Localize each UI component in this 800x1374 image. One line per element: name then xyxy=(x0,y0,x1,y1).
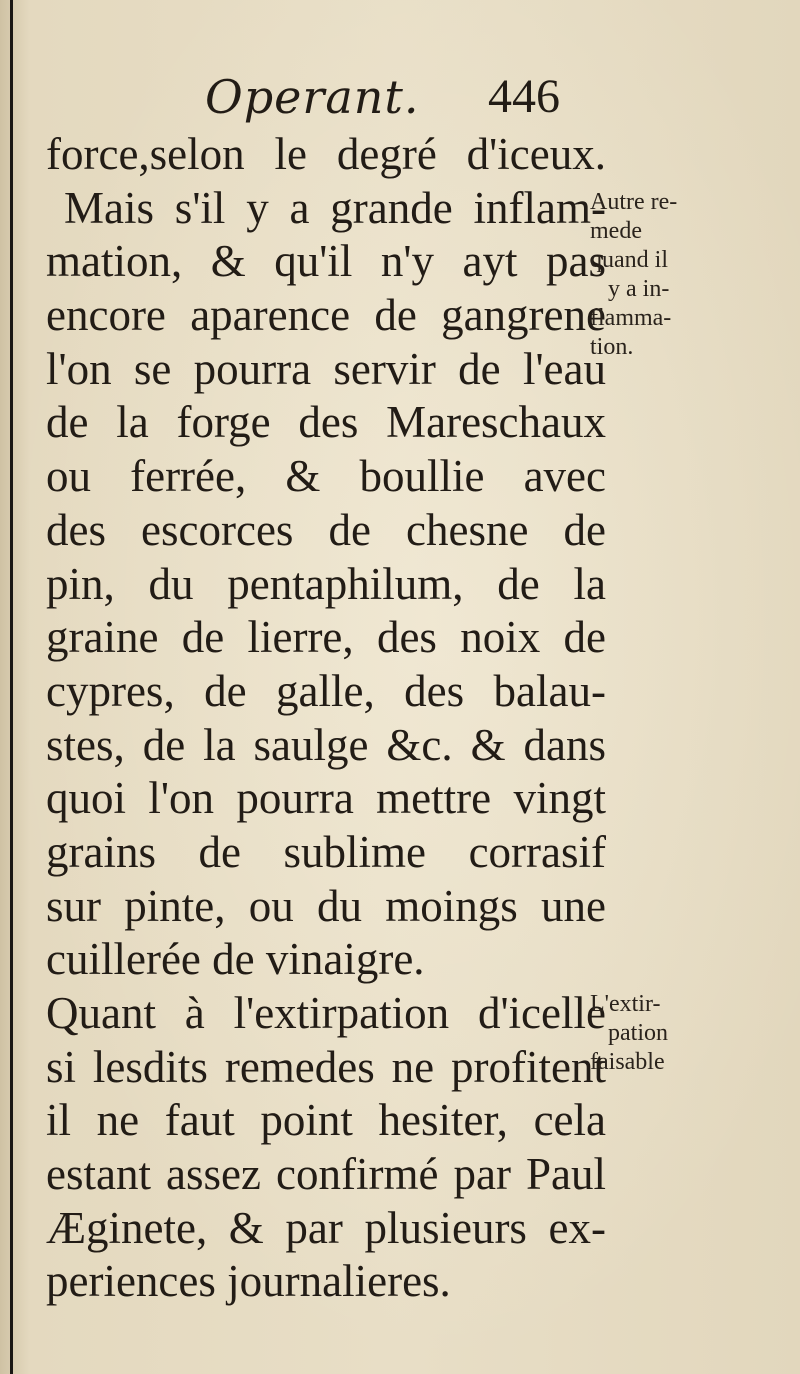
margin-note-line: pation xyxy=(608,1020,668,1046)
margin-note-line: L'extir- xyxy=(590,991,661,1017)
text-line: force,selon le degré d'iceux. xyxy=(46,129,606,179)
body-text xyxy=(46,128,606,1309)
text-line: grains de sublime corrasif xyxy=(46,826,606,877)
text-line: Æginete, & par plusieurs ex- xyxy=(46,1202,606,1253)
text-line: graine de lierre, des noix de xyxy=(46,612,606,663)
text-line: cuillerée de vinaigre. xyxy=(46,934,425,985)
text-line: sur pinte, ou du moings une xyxy=(46,880,606,931)
page-header xyxy=(0,62,800,132)
text-line: ou ferrée, & boullie avec xyxy=(46,451,606,502)
text-line: Quant à l'extirpation d'icelle xyxy=(46,988,606,1038)
margin-note-line: quand il xyxy=(590,247,668,273)
text-line: pin, du pentaphilum, de la xyxy=(46,558,606,609)
text-line: cypres, de galle, des balau- xyxy=(46,665,606,716)
text-line: Mais s'il y a grande inflam- xyxy=(64,182,606,233)
margin-note-inflammation xyxy=(590,188,715,362)
text-line: encore aparence de gangrene xyxy=(46,290,606,341)
text-line: des escorces de chesne de xyxy=(46,504,606,555)
margin-note-line: tion. xyxy=(590,334,634,360)
margin-note-line: faisable xyxy=(590,1049,665,1075)
gutter-edge xyxy=(10,0,13,1374)
text-line: de la forge des Mareschaux xyxy=(46,397,606,448)
text-line: estant assez confirmé par Paul xyxy=(46,1149,606,1200)
text-line: il ne faut point hesiter, cela xyxy=(46,1095,606,1146)
running-head: Operant. xyxy=(205,70,420,124)
margin-note-line: Autre re- xyxy=(590,189,678,215)
margin-note-extirpation xyxy=(590,990,715,1077)
text-line: stes, de la saulge &c. & dans xyxy=(46,719,606,770)
margin-note-line: y a in- xyxy=(608,276,670,302)
text-line: periences journalieres. xyxy=(46,1256,451,1307)
margin-note-line: flamma- xyxy=(590,305,672,331)
page-number: 446 xyxy=(488,70,560,123)
text-line: si lesdits remedes ne profitent xyxy=(46,1041,606,1092)
text-line: quoi l'on pourra mettre vingt xyxy=(46,773,606,824)
text-line: mation, & qu'il n'y ayt pas xyxy=(46,236,606,287)
text-line: l'on se pourra servir de l'eau xyxy=(46,343,606,394)
margin-note-line: mede xyxy=(590,218,642,244)
